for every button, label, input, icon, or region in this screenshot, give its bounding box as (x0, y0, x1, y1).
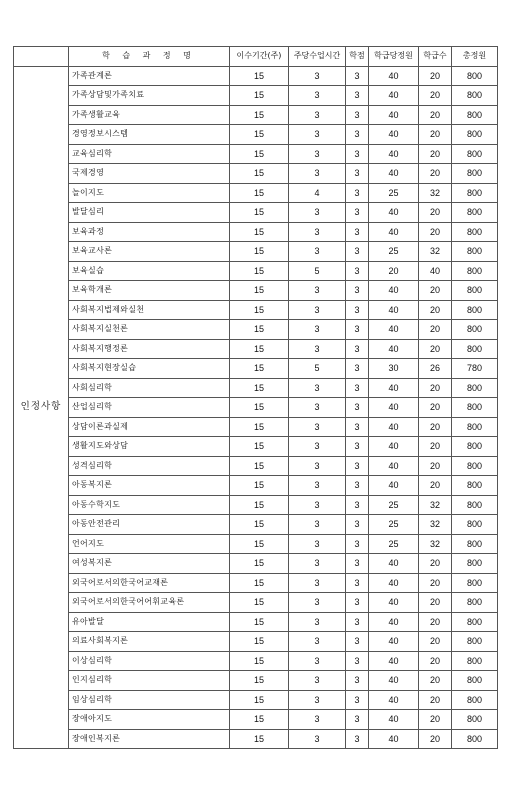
total-cell: 800 (452, 593, 498, 613)
course-name-cell: 경영정보시스템 (69, 125, 230, 145)
weeks-cell: 15 (230, 612, 289, 632)
course-name-cell: 가족생활교육 (69, 105, 230, 125)
weeks-cell: 15 (230, 476, 289, 496)
table-row (14, 359, 498, 379)
table-row (14, 554, 498, 574)
credits-cell: 3 (346, 261, 369, 281)
hours-cell: 3 (289, 690, 346, 710)
hours-cell: 3 (289, 612, 346, 632)
hours-cell: 3 (289, 437, 346, 457)
header-course-name: 학 습 과 정 명 (69, 47, 230, 67)
weeks-cell: 15 (230, 729, 289, 749)
course-name-cell: 사회심리학 (69, 378, 230, 398)
credits-cell: 3 (346, 651, 369, 671)
header-total: 총정원 (452, 47, 498, 67)
hours-cell: 5 (289, 359, 346, 379)
per-class-cell: 40 (369, 398, 419, 418)
course-name-cell: 아동복지론 (69, 476, 230, 496)
credits-cell: 3 (346, 729, 369, 749)
per-class-cell: 40 (369, 729, 419, 749)
weeks-cell: 15 (230, 125, 289, 145)
weeks-cell: 15 (230, 320, 289, 340)
course-name-cell: 보육과정 (69, 222, 230, 242)
per-class-cell: 40 (369, 222, 419, 242)
classes-cell: 20 (419, 612, 452, 632)
credits-cell: 3 (346, 339, 369, 359)
per-class-cell: 40 (369, 281, 419, 301)
total-cell: 800 (452, 339, 498, 359)
per-class-cell: 40 (369, 690, 419, 710)
hours-cell: 3 (289, 203, 346, 223)
classes-cell: 20 (419, 651, 452, 671)
header-hours: 주당수업시간 (289, 47, 346, 67)
hours-cell: 3 (289, 144, 346, 164)
credits-cell: 3 (346, 534, 369, 554)
total-cell: 800 (452, 144, 498, 164)
hours-cell: 3 (289, 593, 346, 613)
hours-cell: 3 (289, 534, 346, 554)
classes-cell: 20 (419, 593, 452, 613)
course-name-cell: 성격심리학 (69, 456, 230, 476)
classes-cell: 32 (419, 495, 452, 515)
per-class-cell: 40 (369, 86, 419, 106)
hours-cell: 5 (289, 261, 346, 281)
per-class-cell: 25 (369, 515, 419, 535)
per-class-cell: 40 (369, 105, 419, 125)
weeks-cell: 15 (230, 183, 289, 203)
credits-cell: 3 (346, 515, 369, 535)
course-name-cell: 생활지도와상담 (69, 437, 230, 457)
header-per-class: 학급당정원 (369, 47, 419, 67)
hours-cell: 3 (289, 378, 346, 398)
classes-cell: 20 (419, 437, 452, 457)
header-classes: 학급수 (419, 47, 452, 67)
total-cell: 800 (452, 437, 498, 457)
per-class-cell: 40 (369, 164, 419, 184)
weeks-cell: 15 (230, 281, 289, 301)
classes-cell: 20 (419, 456, 452, 476)
hours-cell: 3 (289, 125, 346, 145)
per-class-cell: 25 (369, 242, 419, 262)
classes-cell: 20 (419, 222, 452, 242)
table-row (14, 339, 498, 359)
hours-cell: 3 (289, 671, 346, 691)
course-name-cell: 가족관계론 (69, 66, 230, 86)
credits-cell: 3 (346, 612, 369, 632)
hours-cell: 3 (289, 398, 346, 418)
table-row (14, 281, 498, 301)
per-class-cell: 40 (369, 612, 419, 632)
credits-cell: 3 (346, 164, 369, 184)
per-class-cell: 40 (369, 417, 419, 437)
table-row (14, 729, 498, 749)
course-name-cell: 이상심리학 (69, 651, 230, 671)
total-cell: 800 (452, 417, 498, 437)
total-cell: 800 (452, 710, 498, 730)
weeks-cell: 15 (230, 300, 289, 320)
total-cell: 800 (452, 203, 498, 223)
table-row (14, 534, 498, 554)
credits-cell: 3 (346, 66, 369, 86)
total-cell: 800 (452, 242, 498, 262)
table-row (14, 144, 498, 164)
classes-cell: 20 (419, 203, 452, 223)
total-cell: 800 (452, 183, 498, 203)
total-cell: 800 (452, 495, 498, 515)
course-name-cell: 임상심리학 (69, 690, 230, 710)
table-row (14, 222, 498, 242)
per-class-cell: 40 (369, 554, 419, 574)
classes-cell: 20 (419, 690, 452, 710)
hours-cell: 3 (289, 222, 346, 242)
weeks-cell: 15 (230, 632, 289, 652)
weeks-cell: 15 (230, 164, 289, 184)
hours-cell: 3 (289, 86, 346, 106)
per-class-cell: 40 (369, 125, 419, 145)
per-class-cell: 40 (369, 320, 419, 340)
classes-cell: 20 (419, 417, 452, 437)
table-row (14, 651, 498, 671)
table-body (14, 66, 498, 749)
classes-cell: 20 (419, 144, 452, 164)
hours-cell: 3 (289, 417, 346, 437)
course-name-cell: 여성복지론 (69, 554, 230, 574)
weeks-cell: 15 (230, 573, 289, 593)
credits-cell: 3 (346, 203, 369, 223)
weeks-cell: 15 (230, 515, 289, 535)
course-name-cell: 보육교사론 (69, 242, 230, 262)
weeks-cell: 15 (230, 242, 289, 262)
course-name-cell: 아동안전관리 (69, 515, 230, 535)
classes-cell: 20 (419, 710, 452, 730)
header-row (14, 47, 498, 67)
total-cell: 800 (452, 86, 498, 106)
credits-cell: 3 (346, 105, 369, 125)
total-cell: 800 (452, 164, 498, 184)
total-cell: 800 (452, 554, 498, 574)
total-cell: 800 (452, 105, 498, 125)
credits-cell: 3 (346, 456, 369, 476)
credits-cell: 3 (346, 554, 369, 574)
table-row (14, 515, 498, 535)
classes-cell: 20 (419, 86, 452, 106)
per-class-cell: 40 (369, 710, 419, 730)
weeks-cell: 15 (230, 222, 289, 242)
classes-cell: 20 (419, 729, 452, 749)
classes-cell: 20 (419, 105, 452, 125)
hours-cell: 3 (289, 554, 346, 574)
header-blank (14, 47, 69, 67)
course-name-cell: 가족상담및가족치료 (69, 86, 230, 106)
table-row (14, 456, 498, 476)
classes-cell: 20 (419, 66, 452, 86)
per-class-cell: 40 (369, 144, 419, 164)
hours-cell: 3 (289, 710, 346, 730)
classes-cell: 20 (419, 281, 452, 301)
credits-cell: 3 (346, 573, 369, 593)
hours-cell: 3 (289, 632, 346, 652)
total-cell: 780 (452, 359, 498, 379)
classes-cell: 20 (419, 554, 452, 574)
table-row (14, 300, 498, 320)
total-cell: 800 (452, 612, 498, 632)
classes-cell: 20 (419, 573, 452, 593)
header-weeks: 이수기간(주) (230, 47, 289, 67)
hours-cell: 3 (289, 164, 346, 184)
classes-cell: 32 (419, 515, 452, 535)
course-name-cell: 장애아지도 (69, 710, 230, 730)
hours-cell: 3 (289, 242, 346, 262)
credits-cell: 3 (346, 378, 369, 398)
classes-cell: 40 (419, 261, 452, 281)
classes-cell: 20 (419, 164, 452, 184)
classes-cell: 32 (419, 183, 452, 203)
credits-cell: 3 (346, 690, 369, 710)
per-class-cell: 40 (369, 437, 419, 457)
hours-cell: 3 (289, 339, 346, 359)
weeks-cell: 15 (230, 339, 289, 359)
weeks-cell: 15 (230, 359, 289, 379)
per-class-cell: 30 (369, 359, 419, 379)
course-name-cell: 발달심리 (69, 203, 230, 223)
table-row (14, 495, 498, 515)
per-class-cell: 25 (369, 534, 419, 554)
credits-cell: 3 (346, 632, 369, 652)
course-name-cell: 사회복지실천론 (69, 320, 230, 340)
table-row (14, 125, 498, 145)
hours-cell: 3 (289, 515, 346, 535)
weeks-cell: 15 (230, 437, 289, 457)
weeks-cell: 15 (230, 86, 289, 106)
weeks-cell: 15 (230, 456, 289, 476)
table-row (14, 242, 498, 262)
header-credits: 학점 (346, 47, 369, 67)
weeks-cell: 15 (230, 671, 289, 691)
credits-cell: 3 (346, 300, 369, 320)
hours-cell: 3 (289, 300, 346, 320)
total-cell: 800 (452, 398, 498, 418)
weeks-cell: 15 (230, 144, 289, 164)
credits-cell: 3 (346, 495, 369, 515)
table-row (14, 632, 498, 652)
table-row (14, 690, 498, 710)
course-name-cell: 언어지도 (69, 534, 230, 554)
hours-cell: 3 (289, 651, 346, 671)
course-name-cell: 사회복지법제와실천 (69, 300, 230, 320)
classes-cell: 20 (419, 339, 452, 359)
hours-cell: 4 (289, 183, 346, 203)
classes-cell: 20 (419, 378, 452, 398)
classes-cell: 20 (419, 300, 452, 320)
total-cell: 800 (452, 534, 498, 554)
credits-cell: 3 (346, 86, 369, 106)
classes-cell: 20 (419, 632, 452, 652)
credits-cell: 3 (346, 183, 369, 203)
per-class-cell: 25 (369, 183, 419, 203)
classes-cell: 20 (419, 125, 452, 145)
credits-cell: 3 (346, 359, 369, 379)
weeks-cell: 15 (230, 554, 289, 574)
per-class-cell: 40 (369, 378, 419, 398)
table-row (14, 378, 498, 398)
weeks-cell: 15 (230, 495, 289, 515)
per-class-cell: 40 (369, 632, 419, 652)
weeks-cell: 15 (230, 593, 289, 613)
course-name-cell: 사회복지현장실습 (69, 359, 230, 379)
total-cell: 800 (452, 632, 498, 652)
weeks-cell: 15 (230, 398, 289, 418)
classes-cell: 20 (419, 476, 452, 496)
classes-cell: 32 (419, 242, 452, 262)
total-cell: 800 (452, 261, 498, 281)
credits-cell: 3 (346, 476, 369, 496)
course-name-cell: 교육심리학 (69, 144, 230, 164)
hours-cell: 3 (289, 476, 346, 496)
total-cell: 800 (452, 651, 498, 671)
per-class-cell: 40 (369, 671, 419, 691)
course-table-container (13, 46, 497, 749)
hours-cell: 3 (289, 456, 346, 476)
course-name-cell: 인지심리학 (69, 671, 230, 691)
course-name-cell: 유아발달 (69, 612, 230, 632)
total-cell: 800 (452, 125, 498, 145)
per-class-cell: 40 (369, 300, 419, 320)
table-row (14, 437, 498, 457)
hours-cell: 3 (289, 105, 346, 125)
total-cell: 800 (452, 476, 498, 496)
table-row (14, 261, 498, 281)
course-name-cell: 아동수학지도 (69, 495, 230, 515)
hours-cell: 3 (289, 320, 346, 340)
per-class-cell: 40 (369, 593, 419, 613)
weeks-cell: 15 (230, 534, 289, 554)
per-class-cell: 40 (369, 651, 419, 671)
hours-cell: 3 (289, 729, 346, 749)
course-name-cell: 외국어로서의한국어어휘교육론 (69, 593, 230, 613)
weeks-cell: 15 (230, 105, 289, 125)
table-row (14, 203, 498, 223)
table-row (14, 573, 498, 593)
course-name-cell: 보육실습 (69, 261, 230, 281)
credits-cell: 3 (346, 398, 369, 418)
table-row (14, 320, 498, 340)
table-row (14, 710, 498, 730)
course-name-cell: 국제경영 (69, 164, 230, 184)
credits-cell: 3 (346, 320, 369, 340)
table-row (14, 476, 498, 496)
per-class-cell: 40 (369, 203, 419, 223)
hours-cell: 3 (289, 573, 346, 593)
course-table (13, 46, 498, 749)
course-name-cell: 보육학개론 (69, 281, 230, 301)
table-row (14, 398, 498, 418)
total-cell: 800 (452, 690, 498, 710)
table-row (14, 612, 498, 632)
per-class-cell: 40 (369, 476, 419, 496)
hours-cell: 3 (289, 495, 346, 515)
table-row (14, 86, 498, 106)
hours-cell: 3 (289, 66, 346, 86)
total-cell: 800 (452, 222, 498, 242)
total-cell: 800 (452, 729, 498, 749)
per-class-cell: 20 (369, 261, 419, 281)
credits-cell: 3 (346, 671, 369, 691)
per-class-cell: 40 (369, 573, 419, 593)
weeks-cell: 15 (230, 690, 289, 710)
credits-cell: 3 (346, 242, 369, 262)
course-name-cell: 의료사회복지론 (69, 632, 230, 652)
credits-cell: 3 (346, 710, 369, 730)
hours-cell: 3 (289, 281, 346, 301)
table-row (14, 105, 498, 125)
credits-cell: 3 (346, 125, 369, 145)
course-name-cell: 상담이론과실제 (69, 417, 230, 437)
total-cell: 800 (452, 66, 498, 86)
course-name-cell: 사회복지행정론 (69, 339, 230, 359)
credits-cell: 3 (346, 281, 369, 301)
credits-cell: 3 (346, 144, 369, 164)
total-cell: 800 (452, 671, 498, 691)
table-row (14, 66, 498, 86)
weeks-cell: 15 (230, 378, 289, 398)
table-row (14, 671, 498, 691)
total-cell: 800 (452, 378, 498, 398)
weeks-cell: 15 (230, 203, 289, 223)
total-cell: 800 (452, 320, 498, 340)
total-cell: 800 (452, 573, 498, 593)
credits-cell: 3 (346, 593, 369, 613)
classes-cell: 26 (419, 359, 452, 379)
table-row (14, 417, 498, 437)
classes-cell: 20 (419, 671, 452, 691)
classes-cell: 32 (419, 534, 452, 554)
total-cell: 800 (452, 515, 498, 535)
weeks-cell: 15 (230, 417, 289, 437)
total-cell: 800 (452, 456, 498, 476)
table-row (14, 593, 498, 613)
weeks-cell: 15 (230, 651, 289, 671)
table-row (14, 183, 498, 203)
total-cell: 800 (452, 300, 498, 320)
course-name-cell: 장애인복지론 (69, 729, 230, 749)
weeks-cell: 15 (230, 261, 289, 281)
table-row (14, 164, 498, 184)
weeks-cell: 15 (230, 66, 289, 86)
course-name-cell: 외국어로서의한국어교재론 (69, 573, 230, 593)
category-cell: 인정사항 (14, 66, 69, 749)
per-class-cell: 25 (369, 495, 419, 515)
course-name-cell: 산업심리학 (69, 398, 230, 418)
total-cell: 800 (452, 281, 498, 301)
credits-cell: 3 (346, 417, 369, 437)
classes-cell: 20 (419, 320, 452, 340)
per-class-cell: 40 (369, 339, 419, 359)
credits-cell: 3 (346, 222, 369, 242)
course-name-cell: 놀이지도 (69, 183, 230, 203)
per-class-cell: 40 (369, 456, 419, 476)
credits-cell: 3 (346, 437, 369, 457)
weeks-cell: 15 (230, 710, 289, 730)
per-class-cell: 40 (369, 66, 419, 86)
classes-cell: 20 (419, 398, 452, 418)
